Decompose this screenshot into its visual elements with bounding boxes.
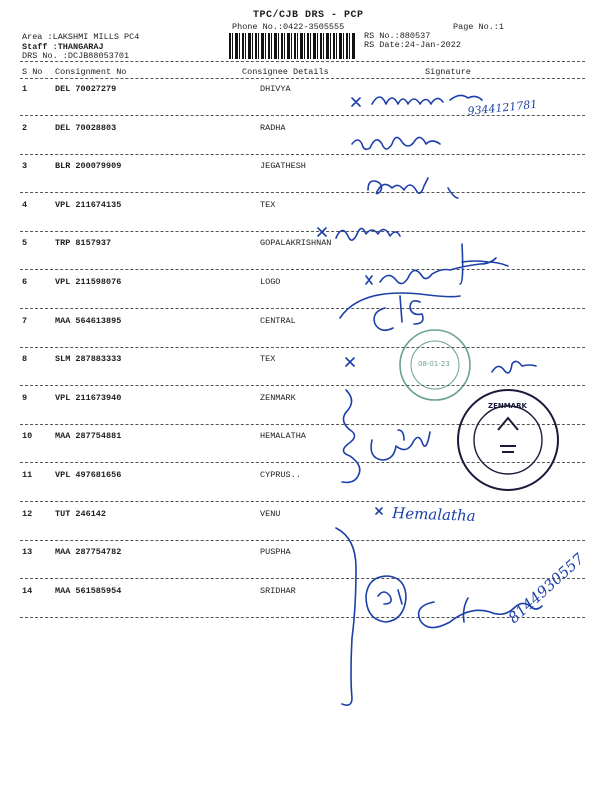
drs-number: DRS No. :DCJB88053701 <box>22 51 130 61</box>
column-header-signature: Signature <box>425 67 471 77</box>
area-label: Area :LAKSHMI MILLS PC4 <box>22 32 140 42</box>
row-consignee-name: GOPALAKRISHNAN <box>260 238 332 248</box>
rs-date: RS Date:24-Jan-2022 <box>364 40 461 50</box>
row-sno: 6 <box>22 277 28 287</box>
row-sno: 2 <box>22 123 28 133</box>
row-consignee-name: CENTRAL <box>260 316 296 326</box>
signature-row-6 <box>340 293 460 330</box>
row-consignment-number: VPL 497681656 <box>55 470 122 480</box>
row-consignment-number: TRP 8157937 <box>55 238 112 248</box>
row-consignee-name: PUSPHA <box>260 547 291 557</box>
row-consignee-name: TEX <box>260 200 276 210</box>
row-consignment-number: MAA 287754881 <box>55 431 122 441</box>
phone-number: Phone No.:0422-3505555 <box>232 22 345 32</box>
row-sno: 5 <box>22 238 28 248</box>
row-consignment-number: VPL 211598076 <box>55 277 122 287</box>
row-consignee-name: CYPRUS.. <box>260 470 301 480</box>
row-sno: 8 <box>22 354 28 364</box>
row-sno: 13 <box>22 547 33 557</box>
row-consignment-number: TUT 246142 <box>55 509 107 519</box>
signature-row-9 <box>371 430 430 460</box>
row-consignee-name: JEGATHESH <box>260 161 306 171</box>
row-sno: 9 <box>22 393 28 403</box>
page-number: Page No.:1 <box>453 22 505 32</box>
row-13-phone-handwriting: 8144930557 <box>504 549 588 627</box>
row-sno: 7 <box>22 316 28 326</box>
row-consignment-number: MAA 287754782 <box>55 547 122 557</box>
zenmark-round-stamp <box>458 390 558 490</box>
row-consignment-number: DEL 70028803 <box>55 123 117 133</box>
row-consignee-name: DHIVYA <box>260 84 291 94</box>
bracket-stroke-lower <box>336 528 356 705</box>
row-consignee-name: RADHA <box>260 123 286 133</box>
signature-row-4 <box>318 228 400 240</box>
row-sno: 3 <box>22 161 28 171</box>
row-consignee-name: HEMALATHA <box>260 431 306 441</box>
row-10-name-handwriting: Hemalatha <box>391 504 476 525</box>
row-sno: 1 <box>22 84 28 94</box>
row-consignment-number: VPL 211673940 <box>55 393 122 403</box>
signature-row-10 <box>376 508 382 514</box>
row-consignee-name: LOGO <box>260 277 281 287</box>
central-stamp-date: 08-01-23 <box>418 360 450 368</box>
central-round-stamp <box>400 330 470 400</box>
row-consignment-number: MAA 564613895 <box>55 316 122 326</box>
signature-row-1 <box>352 95 482 106</box>
row-sno: 12 <box>22 509 33 519</box>
zenmark-stamp-text: ZENMARK <box>488 402 527 410</box>
signature-row-2 <box>352 137 440 149</box>
row-consignee-name: TEX <box>260 354 276 364</box>
document-title: TPC/CJB DRS - PCP <box>253 10 364 21</box>
bracket-stroke <box>342 390 360 482</box>
row-consignment-number: MAA 561585954 <box>55 586 122 596</box>
signature-row-3 <box>368 178 458 198</box>
staff-label: Staff :THANGARAJ <box>22 42 104 52</box>
rs-number: RS No.:880537 <box>364 31 431 41</box>
column-header-consignee: Consignee Details <box>242 67 329 77</box>
row-consignment-number: BLR 200079909 <box>55 161 122 171</box>
row-consignee-name: SRIDHAR <box>260 586 296 596</box>
row-sno: 14 <box>22 586 33 596</box>
row-sno: 11 <box>22 470 33 480</box>
row-consignment-number: DEL 70027279 <box>55 84 117 94</box>
row-consignee-name: VENU <box>260 509 281 519</box>
row-sno: 4 <box>22 200 28 210</box>
column-header-consignment: Consignment No <box>55 67 127 77</box>
row-sno: 10 <box>22 431 33 441</box>
row-consignment-number: VPL 211674135 <box>55 200 122 210</box>
signature-row-12 <box>366 576 406 622</box>
column-header-sno: S No <box>22 67 43 77</box>
row-consignment-number: SLM 287883333 <box>55 354 122 364</box>
signature-row-5 <box>366 244 508 284</box>
row-consignee-name: ZENMARK <box>260 393 296 403</box>
row-1-phone-handwriting: 9344121781 <box>466 97 538 118</box>
